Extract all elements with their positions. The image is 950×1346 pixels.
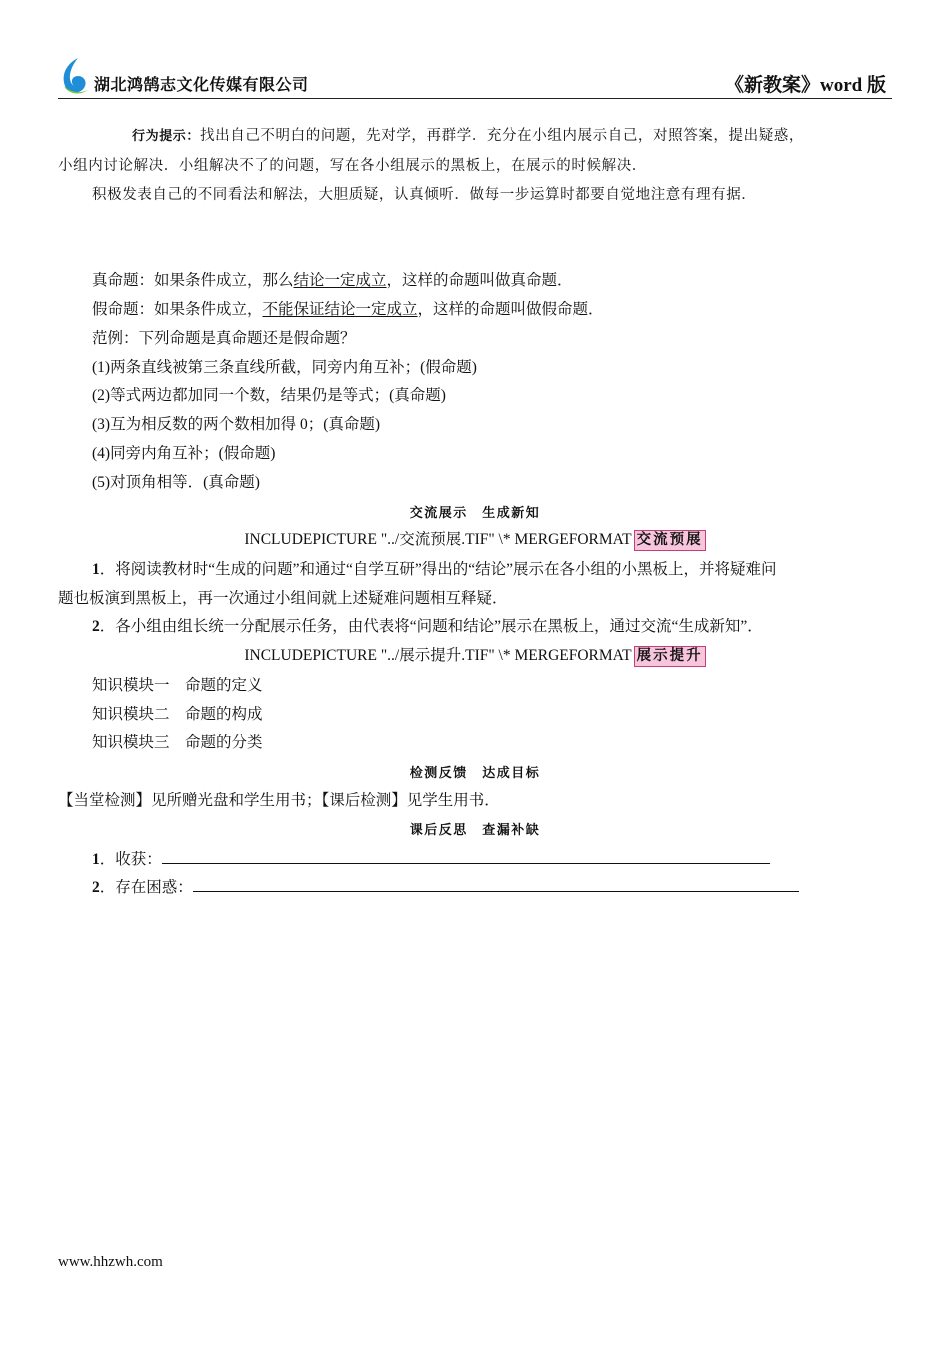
paragraph-2: 2．各小组由组长统一分配展示任务，由代表将“问题和结论”展示在黑板上，通过交流“生成新知”． bbox=[92, 618, 763, 635]
page-header bbox=[58, 56, 892, 99]
hint-line-2: 小组内讨论解决．小组解决不了的问题，写在各小组展示的黑板上，在展示的时候解决． bbox=[58, 158, 647, 174]
example-item: (5)对顶角相等．(真命题) bbox=[92, 474, 260, 491]
example-item: (3)互为相反数的两个数相加得 0；(真命题) bbox=[92, 416, 381, 433]
hint-line-1: 行为提示：找出自己不明白的问题，先对学，再群学．充分在小组内展示自己，对照答案，提出疑惑， bbox=[132, 128, 805, 144]
edition-title: 《新教案》word 版 bbox=[725, 75, 886, 96]
include-field-2: INCLUDEPICTURE "../展示提升.TIF" \* MERGEFORMAT 展示提升 bbox=[0, 646, 950, 667]
paragraph-1-line-2: 题也板演到黑板上，再一次通过小组间就上述疑难问题相互释疑． bbox=[58, 590, 508, 607]
hint-label: 行为提示： bbox=[132, 128, 201, 143]
reflection-confusion: 2．存在困惑： bbox=[92, 877, 799, 898]
knowledge-module: 知识模块三 命题的分类 bbox=[92, 734, 263, 751]
section-title-exchange: 交流展示 生成新知 bbox=[409, 505, 541, 520]
example-item: (4)同旁内角互补；(假命题) bbox=[92, 445, 276, 462]
include-field-1: INCLUDEPICTURE "../交流预展.TIF" \* MERGEFORMAT 交流预展 bbox=[0, 530, 950, 551]
section-title-reflection: 课后反思 查漏补缺 bbox=[409, 822, 541, 837]
feedback-text: 【当堂检测】见所赠光盘和学生用书；【课后检测】见学生用书． bbox=[58, 792, 500, 809]
confusion-blank-line[interactable] bbox=[193, 877, 799, 892]
example-item: (2)等式两边都加同一个数，结果仍是等式；(真命题) bbox=[92, 387, 446, 404]
knowledge-module: 知识模块一 命题的定义 bbox=[92, 677, 263, 694]
false-proposition-definition: 假命题：如果条件成立，不能保证结论一定成立，这样的命题叫做假命题． bbox=[92, 301, 604, 318]
footer-url: www.hhzwh.com bbox=[58, 1254, 163, 1270]
badge-show-improve: 展示提升 bbox=[634, 646, 706, 667]
paragraph-1-line-1: 1．将阅读教材时“生成的问题”和通过“自学互研”得出的“结论”展示在各小组的小黑板上，并将疑难问 bbox=[92, 561, 777, 578]
example-intro: 范例：下列命题是真命题还是假命题？ bbox=[92, 330, 356, 347]
badge-exchange-preview: 交流预展 bbox=[634, 530, 706, 551]
reflection-gain: 1．收获： bbox=[92, 849, 770, 870]
hint-line-3: 积极发表自己的不同看法和解法，大胆质疑，认真倾听．做每一步运算时都要自觉地注意有理有据． bbox=[92, 187, 757, 203]
gain-blank-line[interactable] bbox=[162, 849, 770, 864]
example-item: (1)两条直线被第三条直线所截，同旁内角互补；(假命题) bbox=[92, 359, 477, 376]
section-title-feedback: 检测反馈 达成目标 bbox=[409, 765, 541, 780]
true-proposition-definition: 真命题：如果条件成立，那么结论一定成立，这样的命题叫做真命题． bbox=[92, 272, 573, 289]
company-name: 湖北鸿鹄志文化传媒有限公司 bbox=[94, 75, 309, 94]
knowledge-module: 知识模块二 命题的构成 bbox=[92, 706, 263, 723]
company-logo-icon bbox=[58, 56, 94, 96]
